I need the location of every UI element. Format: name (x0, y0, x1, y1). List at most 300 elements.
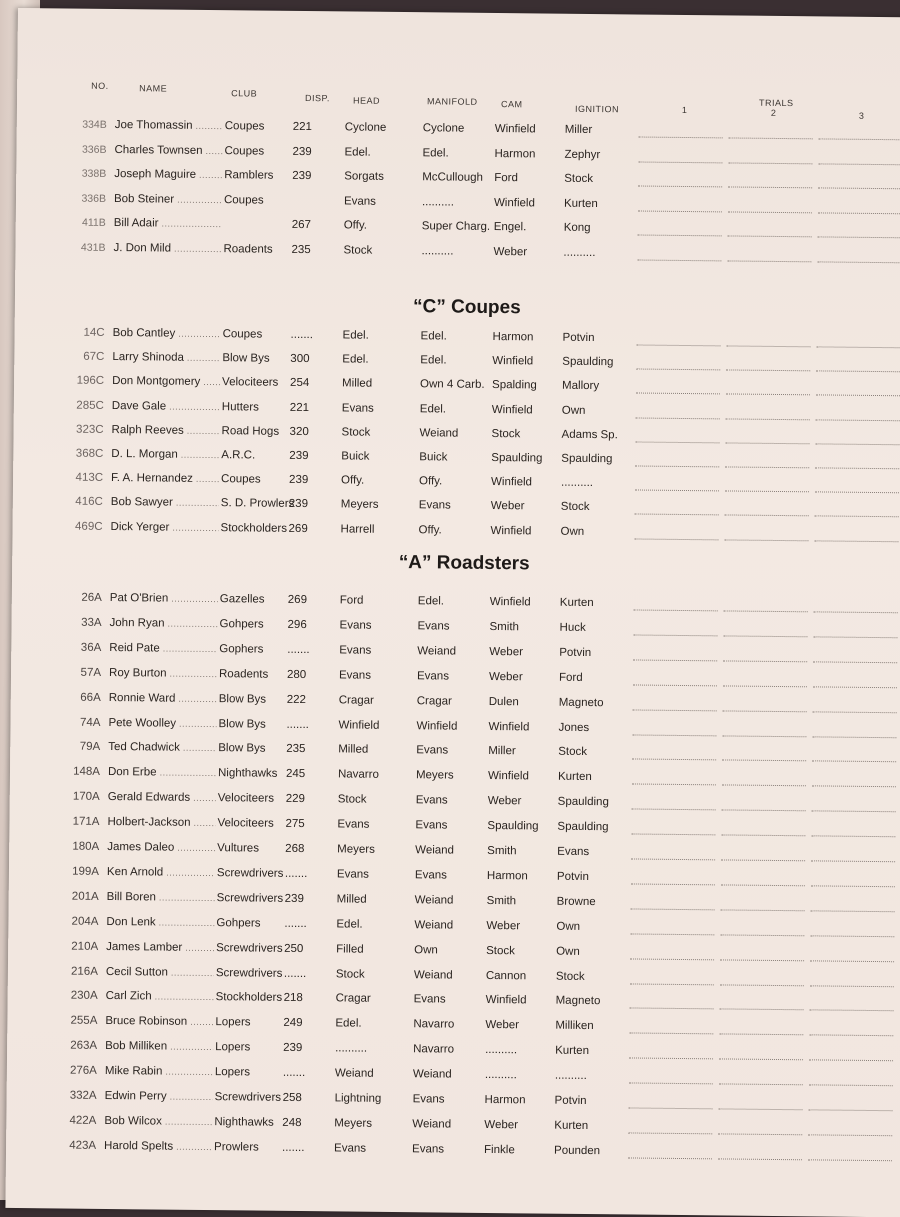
entry-name-text: Don Lenk ..... (106, 916, 214, 929)
entry-name (106, 990, 214, 1003)
trial-2-blank (725, 466, 809, 468)
entry-club: Blow Bys (218, 717, 266, 731)
trial-1-blank (629, 1083, 713, 1085)
entry-club: Coupes (221, 473, 261, 486)
entry-manifold: Edel. (420, 354, 447, 367)
entry-ignition: Stock (558, 746, 588, 759)
trial-3-blank (815, 516, 899, 518)
entry-name-text: Bob Milliken ..... (105, 1040, 213, 1053)
entry-head: Evans (336, 868, 369, 881)
entry-displacement: 239 (292, 145, 312, 158)
entry-ignition: Kong (563, 221, 591, 235)
entry-ignition: Milliken (555, 1019, 594, 1033)
entry-ignition: Kurten (563, 197, 598, 210)
trial-3-blank (810, 985, 894, 987)
entry-number: 180A (72, 840, 100, 853)
entry-ignition: Spaulding (557, 795, 609, 809)
entry-number: 332A (69, 1089, 97, 1102)
entry-name (110, 617, 218, 630)
entry-ignition: Magneto (558, 696, 604, 709)
entry-manifold: Weiand (417, 645, 457, 658)
trial-1-blank (635, 465, 719, 467)
trial-2-blank (721, 859, 805, 861)
trial-2-blank (720, 1009, 804, 1011)
entry-manifold: Evans (415, 794, 448, 807)
entry-manifold: .......... (421, 195, 455, 209)
entry-displacement: 239 (284, 892, 304, 905)
entry-head: Milled (336, 893, 367, 906)
trial-2-blank (728, 162, 812, 164)
entry-cam: Smith (486, 894, 517, 908)
trial-2-blank (720, 959, 804, 961)
trial-3-blank (811, 860, 895, 862)
entry-ignition: Spaulding (557, 820, 609, 834)
entry-club: Screwdrivers (214, 1091, 282, 1104)
entry-number: 170A (72, 790, 100, 804)
entry-name-text: D. L. Morgan ..... (111, 448, 219, 461)
entry-number: 334B (82, 118, 107, 131)
entry-head: Buick (341, 450, 370, 463)
entry-name (111, 472, 219, 485)
entry-number: 210A (71, 940, 99, 953)
entry-displacement: 221 (292, 120, 313, 134)
entry-number: 336B (81, 143, 107, 156)
entry-cam: Winfield (491, 403, 533, 417)
entry-club: Coupes (223, 193, 264, 207)
entry-club: Gohpers (219, 618, 264, 631)
trial-1-blank (631, 883, 715, 885)
entry-name (115, 119, 223, 132)
entry-head: Winfield (338, 718, 380, 732)
entry-club: Nighthawks (217, 767, 278, 781)
table-row (38, 1139, 878, 1170)
header-club: CLUB (231, 88, 258, 99)
trial-3-blank (816, 371, 900, 373)
trial-1-blank (636, 344, 720, 346)
entry-number: 199A (72, 865, 100, 878)
trial-3-blank (809, 1060, 893, 1062)
entry-ignition: Huck (559, 621, 586, 634)
trial-1-blank (636, 369, 720, 371)
entry-name-text: Joe Thomassin ..... (115, 119, 223, 132)
entry-name-text: Joseph Maguire ..... (114, 168, 222, 181)
entry-displacement: 235 (291, 243, 311, 256)
entry-head: Stock (343, 243, 373, 257)
entry-cam: Stock (486, 944, 515, 957)
trial-3-blank (812, 761, 896, 763)
entry-displacement: 221 (289, 401, 310, 414)
entry-name (112, 375, 220, 388)
entry-displacement: 245 (285, 768, 306, 781)
trial-2-blank (726, 394, 810, 396)
entry-displacement: 239 (283, 1042, 303, 1055)
entry-name (107, 891, 215, 904)
trial-3-blank (812, 786, 896, 788)
trial-1-blank (633, 684, 717, 686)
trial-2-blank (721, 909, 805, 911)
trial-1-blank (636, 393, 720, 395)
entry-name-text: Charles Townsen ..... (114, 144, 222, 157)
entry-name (106, 916, 214, 929)
entry-head: Stock (341, 426, 371, 439)
entry-number: 338B (81, 167, 107, 180)
entry-number: 416C (75, 496, 103, 509)
entry-club: A.R.C. (221, 449, 256, 462)
entry-ignition: Potvin (562, 331, 595, 345)
entry-ignition: Own (560, 525, 585, 538)
program-page (5, 8, 900, 1217)
entry-head: Cragar (335, 992, 371, 1006)
entry-number: 204A (71, 915, 99, 928)
trial-2-blank (723, 710, 807, 712)
entry-manifold: Offy. (418, 523, 442, 537)
entry-head: Evans (334, 1142, 367, 1155)
entry-ignition: .......... (554, 1069, 587, 1083)
entry-head: .......... (335, 1042, 368, 1055)
trial-3-blank (815, 467, 899, 469)
trial-2-blank (720, 984, 804, 986)
entry-cam: Harmon (494, 147, 536, 160)
trial-2-blank (725, 491, 809, 493)
trial-1-blank (634, 538, 718, 540)
entry-cam: Weber (486, 919, 521, 932)
entry-displacement: 267 (291, 218, 311, 232)
entry-displacement: 254 (290, 377, 310, 390)
entry-cam: Winfield (485, 994, 527, 1007)
entry-ignition: .......... (563, 246, 596, 259)
entry-head: Evans (341, 402, 374, 415)
entry-name (114, 193, 222, 206)
entry-name-text: J. Don Mild ..... (113, 242, 221, 255)
entry-number: 14C (83, 326, 105, 339)
entry-head: Edel. (342, 353, 369, 366)
entry-number: 411B (81, 216, 106, 229)
trial-1-blank (633, 659, 717, 661)
entry-name-text: Ken Arnold ..... (107, 866, 215, 879)
entry-club: Screwdrivers (216, 941, 283, 955)
entry-name (105, 1065, 213, 1078)
trial-1-blank (629, 1058, 713, 1060)
entry-cam: Cannon (485, 969, 527, 982)
entry-head: Offy. (343, 219, 368, 232)
header-name: NAME (139, 83, 168, 94)
entry-head: Milled (342, 377, 373, 391)
entry-cam: Stock (491, 427, 521, 441)
entry-cam: Weber (484, 1118, 519, 1132)
entry-cam: .......... (485, 1044, 518, 1057)
entry-name (105, 1040, 213, 1053)
entry-name (108, 791, 216, 804)
trial-2-blank (728, 186, 812, 188)
entry-name-text: Don Montgomery ..... (112, 375, 220, 388)
entry-ignition: Kurten (559, 596, 594, 610)
entry-ignition: Mallory (562, 380, 600, 393)
entry-head: Harrell (340, 523, 375, 536)
entry-manifold: Weiand (414, 894, 454, 907)
entry-cam: Engel. (493, 220, 527, 234)
entry-club: Gazelles (219, 593, 265, 606)
entry-head: Stock (337, 793, 367, 806)
entry-manifold: Weiand (415, 844, 455, 857)
entry-number: 33A (81, 616, 102, 629)
entry-club: Road Hogs (221, 424, 280, 438)
entry-name (104, 1115, 212, 1128)
entry-club: Blow Bys (218, 692, 267, 706)
entry-name-text: Bob Sawyer ..... (111, 496, 219, 509)
header-disp: DISP. (305, 93, 330, 104)
trial-3-blank (813, 686, 897, 688)
entry-ignition: .......... (560, 476, 594, 490)
trial-3-blank (811, 885, 895, 887)
trial-1-blank (638, 161, 722, 163)
entry-displacement: ....... (283, 967, 307, 980)
entry-head: Evans (337, 818, 370, 831)
entry-number: 230A (70, 989, 98, 1003)
trial-1-blank (628, 1132, 712, 1134)
trial-1-blank (638, 210, 722, 212)
header-cam: CAM (500, 99, 523, 110)
entry-name (107, 841, 215, 854)
entry-head: Evans (339, 619, 372, 632)
entry-number: 74A (79, 716, 101, 729)
entry-club: Lopers (214, 1066, 251, 1079)
entry-name (114, 144, 222, 157)
entry-cam: Winfield (490, 524, 532, 537)
entry-ignition: Pounden (554, 1144, 601, 1157)
trial-1-blank (639, 137, 723, 139)
entry-manifold: Edel. (419, 402, 447, 416)
entry-club: Nighthawks (214, 1116, 274, 1129)
entry-displacement: 239 (288, 498, 309, 511)
trial-2-blank (719, 1059, 803, 1061)
entry-name-text: Dave Gale ..... (112, 400, 220, 413)
entry-manifold: Cragar (416, 694, 452, 708)
entry-number: 66A (80, 691, 101, 704)
trial-1-blank (635, 514, 719, 516)
trial-3-blank (815, 443, 899, 445)
entry-displacement: 248 (282, 1116, 302, 1129)
entry-name (113, 327, 221, 340)
entry-ignition: Potvin (554, 1094, 587, 1108)
entry-cam: Smith (487, 844, 517, 858)
section-title-c-coupes: “C” Coupes (412, 296, 521, 319)
entry-club: Gohpers (216, 916, 261, 930)
trial-3-blank (808, 1134, 892, 1136)
trial-1-blank (634, 609, 718, 611)
trial-1-blank (630, 983, 714, 985)
entry-manifold: Cyclone (422, 122, 465, 135)
entry-name-text: Roy Burton ..... (109, 667, 217, 680)
entry-head: Cyclone (344, 121, 387, 134)
entry-club: Stockholders (220, 521, 288, 535)
trial-2-blank (729, 137, 813, 139)
entry-manifold: Buick (419, 451, 448, 464)
entry-manifold: Weiand (419, 427, 459, 440)
trial-1-blank (632, 759, 716, 761)
entry-name-text: Holbert-Jackson ..... (107, 816, 215, 829)
entry-manifold: Offy. (419, 475, 443, 488)
entry-displacement: 218 (283, 992, 303, 1005)
trial-3-blank (813, 711, 897, 713)
entry-club: Coupes (222, 328, 263, 341)
entry-displacement: 275 (285, 817, 305, 831)
entry-name-text: Reid Pate ..... (109, 642, 217, 655)
entry-cam: .......... (484, 1069, 517, 1082)
entry-club: Blow Bys (218, 742, 266, 756)
entry-name-text: Larry Shinoda ..... (112, 351, 220, 364)
entry-club: Vultures (217, 842, 260, 855)
trial-3-blank (816, 419, 900, 421)
entry-name-text: Pete Woolley ..... (108, 716, 216, 729)
entry-name (111, 496, 219, 509)
trial-2-blank (725, 442, 809, 444)
trial-3-blank (817, 261, 900, 263)
entry-ignition: Potvin (559, 646, 592, 659)
entry-name (108, 716, 216, 729)
trial-3-blank (813, 636, 897, 638)
entry-ignition: Zephyr (564, 148, 601, 161)
entry-club: Screwdrivers (215, 966, 283, 980)
trial-1-blank (637, 259, 721, 261)
entry-number: 36A (80, 641, 102, 654)
entry-club: Hutters (221, 400, 259, 414)
entry-number: 285C (76, 399, 104, 412)
entry-club: Gophers (219, 642, 264, 656)
entry-club: Velociteers (217, 817, 274, 830)
entry-manifold: Evans (416, 744, 449, 757)
trial-1-blank (633, 709, 717, 711)
trial-3-blank (818, 163, 900, 165)
entry-ignition: Spaulding (562, 355, 614, 369)
trial-2-blank (723, 660, 807, 662)
entry-manifold: Navarro (413, 1018, 455, 1031)
trial-2-blank (726, 370, 810, 372)
entry-number: 431B (80, 241, 106, 254)
trial-2-blank (723, 685, 807, 687)
entry-cam: Ford (494, 171, 518, 185)
entry-name (106, 941, 214, 954)
trial-1-blank (631, 834, 715, 836)
trial-3-blank (810, 1010, 894, 1012)
trial-3-blank (815, 492, 899, 494)
entry-displacement: 239 (289, 474, 309, 487)
entry-cam: Winfield (488, 720, 530, 733)
entry-head: Ford (339, 594, 364, 607)
entry-head: Edel. (335, 1017, 362, 1030)
trial-1-blank (630, 1008, 714, 1010)
entry-club: Coupes (224, 120, 265, 133)
entry-head: Edel. (344, 145, 371, 159)
trial-3-blank (816, 395, 900, 397)
trial-3-blank (816, 346, 900, 348)
entry-number: 67C (83, 350, 105, 364)
entry-head: Lightning (334, 1092, 382, 1105)
trial-1-blank (632, 809, 716, 811)
entry-displacement: ....... (284, 917, 307, 930)
entry-head: Meyers (337, 843, 375, 856)
entry-club: Prowlers (214, 1140, 259, 1154)
entry-head: Meyers (340, 498, 379, 512)
entry-manifold: Evans (418, 499, 451, 512)
entry-head: Offy. (341, 474, 365, 487)
entry-ignition: Browne (556, 895, 596, 908)
entry-ignition: Magneto (555, 995, 601, 1008)
entry-ignition: Ford (558, 671, 583, 684)
entry-manifold: Evans (416, 669, 450, 683)
entry-displacement: ....... (286, 718, 309, 731)
entry-number: 255A (70, 1014, 98, 1028)
trial-2-blank (726, 345, 810, 347)
entry-name (106, 965, 214, 978)
entry-name (109, 667, 217, 680)
entry-cam: Winfield (494, 122, 536, 136)
entry-name-text: Ronnie Ward ..... (109, 692, 217, 705)
entry-club: Lopers (215, 1041, 251, 1054)
entry-ignition: Evans (557, 845, 590, 859)
entry-name (112, 400, 220, 413)
entry-manifold: Winfield (416, 719, 458, 733)
entry-club: S. D. Prowlers (220, 497, 295, 511)
entry-cam: Miller (488, 745, 516, 758)
entry-ignition: Own (556, 945, 580, 958)
entry-head: Sorgats (344, 170, 384, 183)
entry-displacement: 258 (282, 1091, 302, 1105)
header-no: NO. (91, 80, 109, 91)
entry-number: 368C (75, 447, 104, 460)
header-manifold: MANIFOLD (426, 96, 478, 107)
trial-2-blank (726, 418, 810, 420)
entry-ignition: Kurten (555, 1044, 590, 1058)
entry-manifold: Edel. (420, 330, 447, 343)
trial-1-blank (633, 634, 717, 636)
trial-3-blank (810, 935, 894, 937)
entry-name-text: Pat O'Brien ..... (110, 592, 218, 605)
entry-club: Roadents (218, 667, 269, 681)
trial-1-blank (630, 958, 714, 960)
entry-club: Velociteers (217, 792, 275, 805)
entry-head: Cragar (338, 693, 374, 707)
trial-3-blank (818, 236, 900, 238)
entry-number: 201A (71, 890, 99, 903)
entry-manifold: Edel. (422, 146, 449, 160)
entry-manifold: Weiand (412, 1068, 452, 1081)
trial-1-blank (638, 235, 722, 237)
trial-3-blank (818, 187, 900, 189)
entry-cam: Winfield (493, 196, 535, 209)
trial-2-blank (725, 515, 809, 517)
entry-head: Filled (336, 942, 364, 956)
entry-name-text: Dick Yerger ..... (111, 521, 219, 534)
trial-2-blank (724, 539, 808, 541)
entry-cam: Smith (489, 620, 520, 634)
entry-cam: Weber (485, 1019, 520, 1032)
header-ignition: IGNITION (574, 103, 620, 115)
entry-displacement: ....... (282, 1066, 306, 1080)
trial-2-blank (719, 1083, 803, 1085)
entry-number: 148A (73, 765, 101, 779)
trial-3-blank (811, 910, 895, 912)
trial-1-blank (631, 908, 715, 910)
trial-2-blank (722, 785, 806, 787)
trial-2-blank (721, 835, 805, 837)
entry-displacement: 268 (285, 842, 305, 856)
entry-number: 422A (69, 1114, 97, 1127)
entry-manifold: Edel. (417, 595, 445, 608)
entry-ignition: Miller (564, 123, 593, 137)
entry-displacement: 296 (287, 618, 307, 631)
entry-cam: Spalding (492, 379, 537, 392)
entry-head: Evans (343, 194, 377, 208)
